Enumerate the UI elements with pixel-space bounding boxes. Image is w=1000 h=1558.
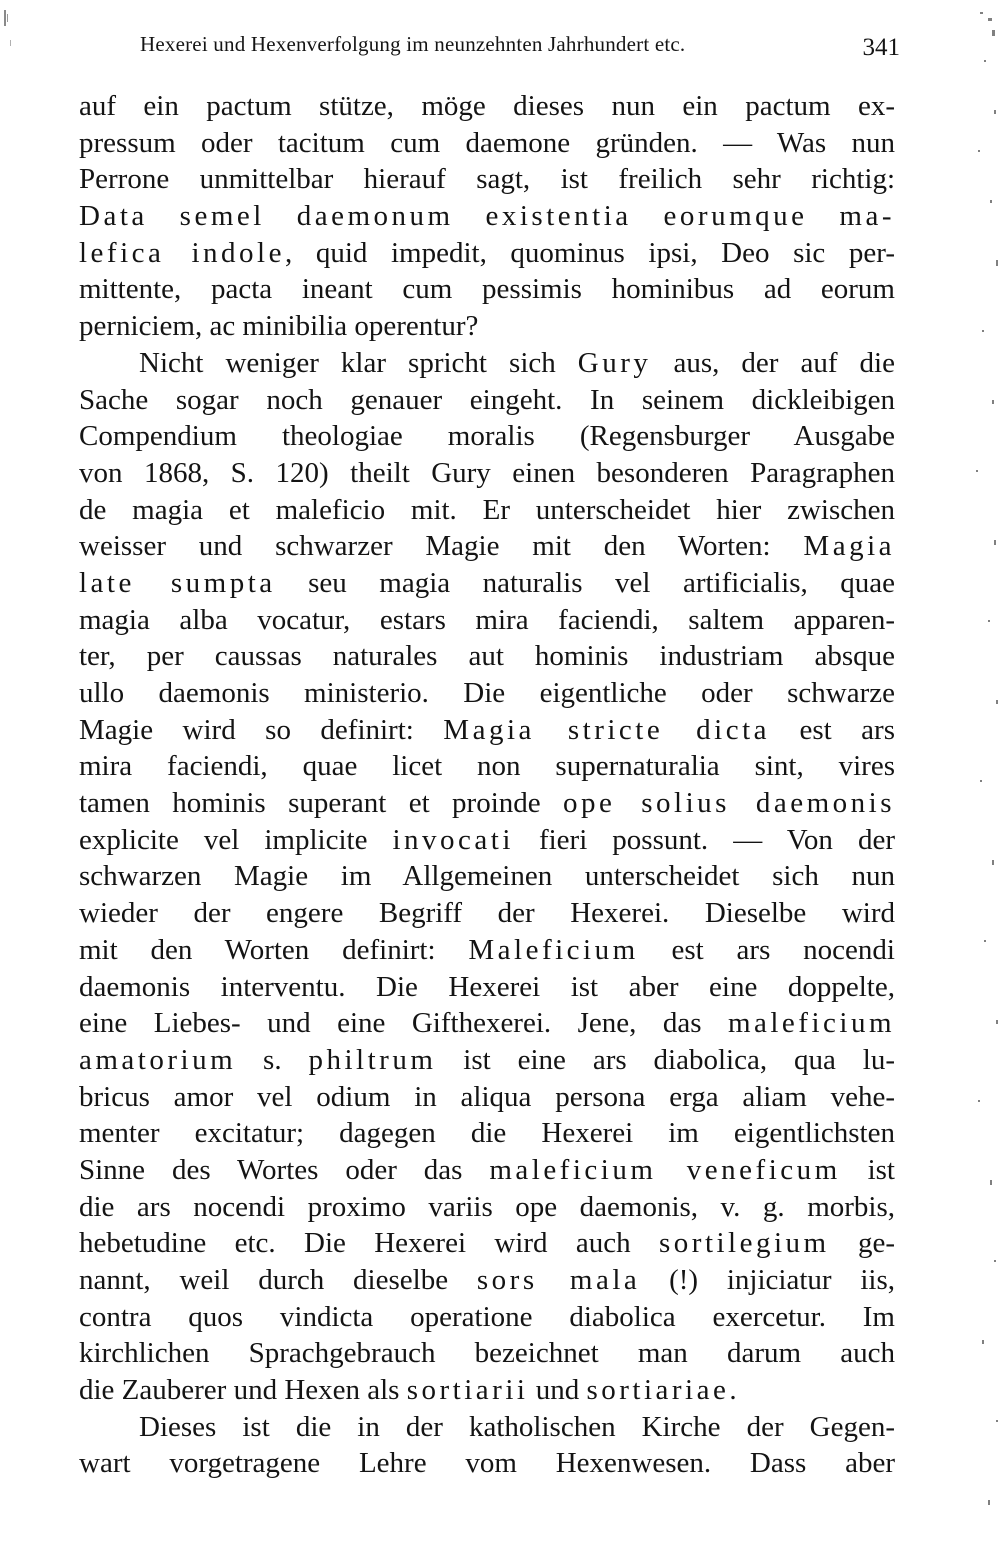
body-text [79, 88, 895, 1482]
text-fragment: hebetudine etc. Die Hexerei wird auch [79, 1227, 659, 1260]
text-line [79, 785, 895, 822]
running-title: Hexerei und Hexenverfolgung im neunzehnten Jahrhundert etc. [140, 32, 686, 56]
text-line: contra quos vindicta operatione diabolica exercetur. Im [79, 1300, 895, 1333]
text-line: kirchlichen Sprachgebrauch bezeichnet man darum auch [79, 1337, 895, 1370]
text-fragment: est ars nocendi [638, 933, 895, 966]
text-fragment: . [729, 1374, 737, 1407]
spaced-term: invocati [392, 823, 514, 856]
text-line [79, 932, 895, 969]
text-line-spaced: Data semel daemonum existentia eorumque ma- [79, 200, 895, 233]
text-fragment: aus, der auf die [651, 346, 895, 379]
text-line: Dieses ist die in der katholischen Kirche der Gegen- [139, 1410, 895, 1443]
text-line [79, 1262, 895, 1299]
text-line: pressum oder tacitum cum daemone gründen. — Was nun [79, 126, 895, 159]
text-fragment: ist eine ars diabolica, qua lu- [436, 1043, 895, 1076]
text-fragment: Nicht weniger klar spricht sich [139, 346, 578, 379]
spaced-term: Magia stricte dicta [443, 713, 771, 746]
text-line [79, 1372, 895, 1409]
text-line: Sache sogar noch genauer eingeht. In seinem dickleibigen [79, 383, 895, 416]
spaced-term: Magia [803, 530, 895, 563]
text-line: de magia et maleficio mit. Er unterscheidet hier zwischen [79, 493, 895, 526]
text-line: schwarzen Magie im Allgemeinen unterscheidet sich nun [79, 860, 895, 893]
spaced-term: lefica indole [79, 236, 285, 269]
spaced-term: ope solius daemonis [563, 787, 895, 820]
spaced-term: amatorium [79, 1043, 237, 1076]
text-line: ter, per caussas naturales aut hominis industriam absque [79, 640, 895, 673]
text-line [79, 1225, 895, 1262]
text-fragment: ist [840, 1153, 895, 1186]
text-line [79, 1005, 895, 1042]
text-line: Perrone unmittelbar hierauf sagt, ist freilich sehr richtig: [79, 163, 895, 196]
text-line [79, 822, 895, 859]
text-line [79, 712, 895, 749]
spaced-term: Gury [577, 346, 652, 379]
text-line: magia alba vocatur, estars mira faciendi, saltem apparen- [79, 603, 895, 636]
text-line [79, 1042, 895, 1079]
scan-edge-specks-left [0, 0, 30, 1558]
spaced-term: Maleficium [468, 933, 639, 966]
text-fragment: (!) injiciatur iis, [640, 1264, 895, 1296]
text-line: wieder der engere Begriff der Hexerei. Dieselbe wird [79, 897, 895, 930]
text-fragment: , quid impedit, quominus ipsi, Deo sic per- [284, 236, 896, 269]
text-line: perniciem, ac minibilia operentur? [79, 310, 479, 343]
text-fragment: explicite vel implicite [79, 823, 393, 856]
text-line: auf ein pactum stütze, möge dieses nun ein pactum ex- [79, 90, 895, 122]
text-fragment: eine Liebes- und eine Gifthexerei. Jene, das [79, 1007, 728, 1040]
text-fragment: s. [236, 1043, 309, 1076]
text-fragment: Sinne des Wortes oder das [79, 1153, 490, 1186]
text-fragment: tamen hominis superant et proinde [79, 787, 564, 820]
text-fragment: fieri possunt. — Von der [513, 823, 895, 856]
spaced-term: maleficium veneficum [489, 1153, 841, 1186]
text-line: mira faciendi, quae licet non supernaturalia sint, vires [79, 750, 895, 783]
text-fragment: und [528, 1374, 587, 1407]
spaced-term: sors mala [476, 1264, 641, 1296]
text-line [79, 565, 895, 602]
text-line: menter excitatur; dagegen die Hexerei im eigentlichsten [79, 1117, 895, 1150]
spaced-term: philtrum [308, 1043, 437, 1076]
text-line: mittente, pacta ineant cum pessimis hominibus ad eorum [79, 273, 895, 306]
text-line [79, 1152, 895, 1189]
scan-edge-specks-right [970, 0, 1000, 1558]
page-number: 341 [862, 34, 900, 61]
text-line: ullo daemonis ministerio. Die eigentliche oder schwarze [79, 677, 895, 709]
text-fragment: Magie wird so definirt: [79, 713, 444, 746]
text-line: bricus amor vel odium in aliqua persona erga aliam vehe- [79, 1080, 895, 1113]
text-fragment: ge- [829, 1227, 895, 1260]
spaced-term: maleficium [727, 1007, 895, 1040]
spaced-term: sortiariae [586, 1374, 730, 1407]
text-line: wart vorgetragene Lehre vom Hexenwesen. Dass aber [79, 1447, 895, 1480]
text-line [79, 235, 895, 272]
spaced-term: late sumpta [79, 566, 276, 599]
text-line: von 1868, S. 120) theilt Gury einen besonderen Paragraphen [79, 456, 895, 489]
text-fragment: weisser und schwarzer Magie mit den Worten: [79, 530, 804, 563]
text-fragment: mit den Worten definirt: [79, 933, 469, 966]
text-fragment: nannt, weil durch dieselbe [79, 1264, 477, 1296]
page-header [140, 30, 900, 70]
text-line: die ars nocendi proximo variis ope daemonis, v. g. morbis, [79, 1190, 895, 1223]
text-fragment: die Zauberer und Hexen als [79, 1374, 407, 1407]
text-fragment: seu magia naturalis vel artificialis, quae [275, 566, 895, 599]
text-line: daemonis interventu. Die Hexerei ist aber eine doppelte, [79, 970, 895, 1003]
text-line [79, 528, 895, 565]
spaced-term: sortiarii [406, 1374, 529, 1407]
spaced-term: sortilegium [659, 1227, 830, 1260]
text-line: Compendium theologiae moralis (Regensburger Ausgabe [79, 420, 895, 453]
text-line [79, 345, 895, 382]
text-fragment: est ars [770, 713, 895, 746]
